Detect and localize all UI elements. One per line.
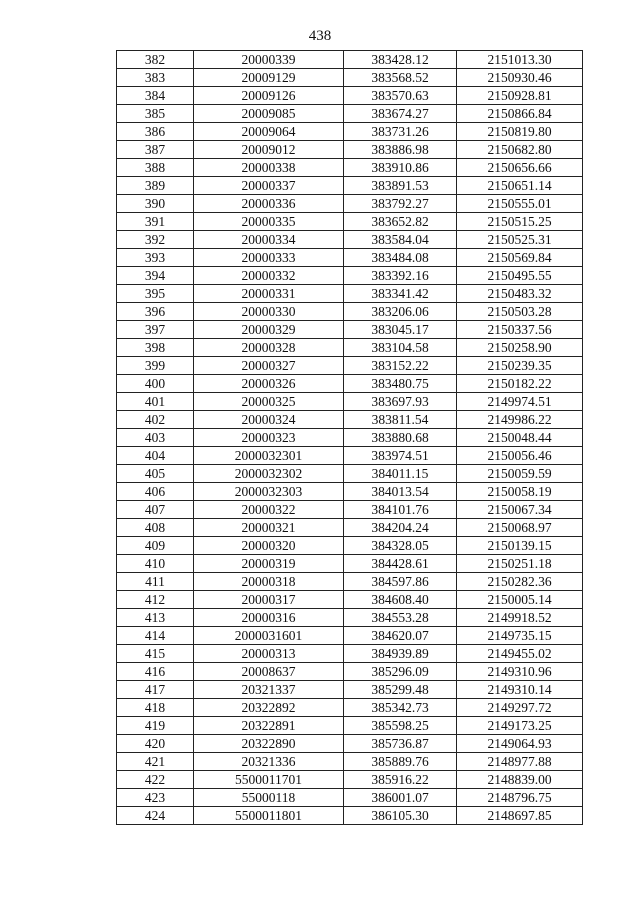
point-id-cell: 20009126 — [194, 87, 344, 105]
y-coordinate-cell: 2148796.75 — [457, 789, 583, 807]
x-coordinate-cell: 383974.51 — [344, 447, 457, 465]
y-coordinate-cell: 2149918.52 — [457, 609, 583, 627]
table-row — [117, 267, 583, 285]
x-coordinate-cell: 383341.42 — [344, 285, 457, 303]
row-number-cell: 385 — [117, 105, 194, 123]
table-row — [117, 735, 583, 753]
y-coordinate-cell: 2149173.25 — [457, 717, 583, 735]
x-coordinate-cell: 383652.82 — [344, 213, 457, 231]
table-row — [117, 231, 583, 249]
x-coordinate-cell: 383792.27 — [344, 195, 457, 213]
point-id-cell: 20000321 — [194, 519, 344, 537]
table-row — [117, 303, 583, 321]
y-coordinate-cell: 2150682.80 — [457, 141, 583, 159]
coordinates-table-body — [117, 51, 583, 825]
row-number-cell: 387 — [117, 141, 194, 159]
y-coordinate-cell: 2150930.46 — [457, 69, 583, 87]
x-coordinate-cell: 383206.06 — [344, 303, 457, 321]
table-row — [117, 213, 583, 231]
y-coordinate-cell: 2149310.96 — [457, 663, 583, 681]
table-row — [117, 69, 583, 87]
x-coordinate-cell: 383584.04 — [344, 231, 457, 249]
row-number-cell: 382 — [117, 51, 194, 69]
x-coordinate-cell: 383104.58 — [344, 339, 457, 357]
x-coordinate-cell: 384101.76 — [344, 501, 457, 519]
y-coordinate-cell: 2150928.81 — [457, 87, 583, 105]
y-coordinate-cell: 2149986.22 — [457, 411, 583, 429]
row-number-cell: 419 — [117, 717, 194, 735]
y-coordinate-cell: 2150866.84 — [457, 105, 583, 123]
table-row — [117, 105, 583, 123]
x-coordinate-cell: 383880.68 — [344, 429, 457, 447]
point-id-cell: 20009064 — [194, 123, 344, 141]
x-coordinate-cell: 383392.16 — [344, 267, 457, 285]
row-number-cell: 411 — [117, 573, 194, 591]
row-number-cell: 412 — [117, 591, 194, 609]
table-row — [117, 483, 583, 501]
row-number-cell: 406 — [117, 483, 194, 501]
row-number-cell: 420 — [117, 735, 194, 753]
row-number-cell: 409 — [117, 537, 194, 555]
table-row — [117, 393, 583, 411]
point-id-cell: 20009012 — [194, 141, 344, 159]
point-id-cell: 20000338 — [194, 159, 344, 177]
table-row — [117, 573, 583, 591]
x-coordinate-cell: 383811.54 — [344, 411, 457, 429]
table-row — [117, 249, 583, 267]
point-id-cell: 20000323 — [194, 429, 344, 447]
x-coordinate-cell: 383152.22 — [344, 357, 457, 375]
row-number-cell: 384 — [117, 87, 194, 105]
point-id-cell: 20000325 — [194, 393, 344, 411]
x-coordinate-cell: 383480.75 — [344, 375, 457, 393]
y-coordinate-cell: 2150251.18 — [457, 555, 583, 573]
row-number-cell: 414 — [117, 627, 194, 645]
point-id-cell: 20008637 — [194, 663, 344, 681]
point-id-cell: 20000333 — [194, 249, 344, 267]
row-number-cell: 392 — [117, 231, 194, 249]
table-row — [117, 537, 583, 555]
y-coordinate-cell: 2148697.85 — [457, 807, 583, 825]
x-coordinate-cell: 385296.09 — [344, 663, 457, 681]
point-id-cell: 20000320 — [194, 537, 344, 555]
row-number-cell: 423 — [117, 789, 194, 807]
table-row — [117, 681, 583, 699]
y-coordinate-cell: 2150058.19 — [457, 483, 583, 501]
point-id-cell: 2000032301 — [194, 447, 344, 465]
point-id-cell: 20322892 — [194, 699, 344, 717]
y-coordinate-cell: 2150515.25 — [457, 213, 583, 231]
point-id-cell: 20000336 — [194, 195, 344, 213]
point-id-cell: 20000331 — [194, 285, 344, 303]
row-number-cell: 393 — [117, 249, 194, 267]
table-row — [117, 519, 583, 537]
row-number-cell: 401 — [117, 393, 194, 411]
point-id-cell: 20000322 — [194, 501, 344, 519]
y-coordinate-cell: 2150048.44 — [457, 429, 583, 447]
coordinates-table-container — [116, 50, 582, 825]
y-coordinate-cell: 2150569.84 — [457, 249, 583, 267]
point-id-cell: 20000339 — [194, 51, 344, 69]
point-id-cell: 20000326 — [194, 375, 344, 393]
x-coordinate-cell: 384939.89 — [344, 645, 457, 663]
x-coordinate-cell: 383674.27 — [344, 105, 457, 123]
row-number-cell: 410 — [117, 555, 194, 573]
point-id-cell: 20000324 — [194, 411, 344, 429]
y-coordinate-cell: 2150337.56 — [457, 321, 583, 339]
row-number-cell: 397 — [117, 321, 194, 339]
table-row — [117, 87, 583, 105]
y-coordinate-cell: 2150067.34 — [457, 501, 583, 519]
table-row — [117, 429, 583, 447]
y-coordinate-cell: 2150555.01 — [457, 195, 583, 213]
row-number-cell: 415 — [117, 645, 194, 663]
table-row — [117, 177, 583, 195]
table-row — [117, 501, 583, 519]
x-coordinate-cell: 385299.48 — [344, 681, 457, 699]
x-coordinate-cell: 384608.40 — [344, 591, 457, 609]
x-coordinate-cell: 384597.86 — [344, 573, 457, 591]
row-number-cell: 386 — [117, 123, 194, 141]
row-number-cell: 403 — [117, 429, 194, 447]
x-coordinate-cell: 384013.54 — [344, 483, 457, 501]
x-coordinate-cell: 383886.98 — [344, 141, 457, 159]
row-number-cell: 404 — [117, 447, 194, 465]
table-row — [117, 141, 583, 159]
point-id-cell: 20009129 — [194, 69, 344, 87]
row-number-cell: 389 — [117, 177, 194, 195]
y-coordinate-cell: 2149455.02 — [457, 645, 583, 663]
row-number-cell: 398 — [117, 339, 194, 357]
x-coordinate-cell: 383731.26 — [344, 123, 457, 141]
x-coordinate-cell: 383570.63 — [344, 87, 457, 105]
table-row — [117, 591, 583, 609]
point-id-cell: 20000319 — [194, 555, 344, 573]
y-coordinate-cell: 2150239.35 — [457, 357, 583, 375]
y-coordinate-cell: 2148977.88 — [457, 753, 583, 771]
x-coordinate-cell: 384328.05 — [344, 537, 457, 555]
y-coordinate-cell: 2150651.14 — [457, 177, 583, 195]
table-row — [117, 447, 583, 465]
table-row — [117, 159, 583, 177]
x-coordinate-cell: 383910.86 — [344, 159, 457, 177]
y-coordinate-cell: 2150258.90 — [457, 339, 583, 357]
y-coordinate-cell: 2149297.72 — [457, 699, 583, 717]
x-coordinate-cell: 383891.53 — [344, 177, 457, 195]
table-row — [117, 609, 583, 627]
table-row — [117, 555, 583, 573]
row-number-cell: 405 — [117, 465, 194, 483]
row-number-cell: 402 — [117, 411, 194, 429]
point-id-cell: 20000335 — [194, 213, 344, 231]
y-coordinate-cell: 2150495.55 — [457, 267, 583, 285]
row-number-cell: 416 — [117, 663, 194, 681]
row-number-cell: 407 — [117, 501, 194, 519]
table-row — [117, 375, 583, 393]
x-coordinate-cell: 384428.61 — [344, 555, 457, 573]
point-id-cell: 20000328 — [194, 339, 344, 357]
row-number-cell: 383 — [117, 69, 194, 87]
x-coordinate-cell: 384204.24 — [344, 519, 457, 537]
y-coordinate-cell: 2150005.14 — [457, 591, 583, 609]
table-row — [117, 789, 583, 807]
x-coordinate-cell: 386001.07 — [344, 789, 457, 807]
table-row — [117, 753, 583, 771]
row-number-cell: 400 — [117, 375, 194, 393]
table-row — [117, 627, 583, 645]
row-number-cell: 422 — [117, 771, 194, 789]
point-id-cell: 2000031601 — [194, 627, 344, 645]
point-id-cell: 20321337 — [194, 681, 344, 699]
row-number-cell: 394 — [117, 267, 194, 285]
y-coordinate-cell: 2148839.00 — [457, 771, 583, 789]
table-row — [117, 123, 583, 141]
table-row — [117, 699, 583, 717]
table-row — [117, 339, 583, 357]
table-row — [117, 465, 583, 483]
y-coordinate-cell: 2150282.36 — [457, 573, 583, 591]
point-id-cell: 5500011701 — [194, 771, 344, 789]
x-coordinate-cell: 384011.15 — [344, 465, 457, 483]
table-row — [117, 411, 583, 429]
y-coordinate-cell: 2149974.51 — [457, 393, 583, 411]
row-number-cell: 421 — [117, 753, 194, 771]
point-id-cell: 20000327 — [194, 357, 344, 375]
point-id-cell: 20322891 — [194, 717, 344, 735]
point-id-cell: 2000032303 — [194, 483, 344, 501]
table-row — [117, 663, 583, 681]
point-id-cell: 20000330 — [194, 303, 344, 321]
row-number-cell: 408 — [117, 519, 194, 537]
y-coordinate-cell: 2150139.15 — [457, 537, 583, 555]
y-coordinate-cell: 2149735.15 — [457, 627, 583, 645]
x-coordinate-cell: 386105.30 — [344, 807, 457, 825]
x-coordinate-cell: 384553.28 — [344, 609, 457, 627]
row-number-cell: 417 — [117, 681, 194, 699]
row-number-cell: 418 — [117, 699, 194, 717]
row-number-cell: 424 — [117, 807, 194, 825]
page-number: 438 — [308, 28, 332, 44]
row-number-cell: 390 — [117, 195, 194, 213]
coordinates-table — [116, 50, 583, 825]
point-id-cell: 20000337 — [194, 177, 344, 195]
x-coordinate-cell: 385916.22 — [344, 771, 457, 789]
y-coordinate-cell: 2150503.28 — [457, 303, 583, 321]
table-row — [117, 321, 583, 339]
x-coordinate-cell: 383568.52 — [344, 69, 457, 87]
table-row — [117, 285, 583, 303]
x-coordinate-cell: 383484.08 — [344, 249, 457, 267]
y-coordinate-cell: 2150182.22 — [457, 375, 583, 393]
table-row — [117, 771, 583, 789]
y-coordinate-cell: 2150656.66 — [457, 159, 583, 177]
point-id-cell: 55000118 — [194, 789, 344, 807]
y-coordinate-cell: 2150525.31 — [457, 231, 583, 249]
x-coordinate-cell: 383428.12 — [344, 51, 457, 69]
table-row — [117, 717, 583, 735]
y-coordinate-cell: 2149064.93 — [457, 735, 583, 753]
x-coordinate-cell: 383697.93 — [344, 393, 457, 411]
point-id-cell: 5500011801 — [194, 807, 344, 825]
y-coordinate-cell: 2149310.14 — [457, 681, 583, 699]
table-row — [117, 807, 583, 825]
point-id-cell: 20000329 — [194, 321, 344, 339]
x-coordinate-cell: 385736.87 — [344, 735, 457, 753]
point-id-cell: 2000032302 — [194, 465, 344, 483]
row-number-cell: 413 — [117, 609, 194, 627]
y-coordinate-cell: 2150059.59 — [457, 465, 583, 483]
point-id-cell: 20000318 — [194, 573, 344, 591]
y-coordinate-cell: 2151013.30 — [457, 51, 583, 69]
table-row — [117, 645, 583, 663]
point-id-cell: 20000317 — [194, 591, 344, 609]
row-number-cell: 396 — [117, 303, 194, 321]
row-number-cell: 391 — [117, 213, 194, 231]
point-id-cell: 20321336 — [194, 753, 344, 771]
y-coordinate-cell: 2150056.46 — [457, 447, 583, 465]
table-row — [117, 195, 583, 213]
y-coordinate-cell: 2150819.80 — [457, 123, 583, 141]
row-number-cell: 388 — [117, 159, 194, 177]
x-coordinate-cell: 385598.25 — [344, 717, 457, 735]
point-id-cell: 20000332 — [194, 267, 344, 285]
point-id-cell: 20000316 — [194, 609, 344, 627]
y-coordinate-cell: 2150483.32 — [457, 285, 583, 303]
y-coordinate-cell: 2150068.97 — [457, 519, 583, 537]
x-coordinate-cell: 385889.76 — [344, 753, 457, 771]
row-number-cell: 399 — [117, 357, 194, 375]
point-id-cell: 20322890 — [194, 735, 344, 753]
x-coordinate-cell: 385342.73 — [344, 699, 457, 717]
point-id-cell: 20009085 — [194, 105, 344, 123]
row-number-cell: 395 — [117, 285, 194, 303]
point-id-cell: 20000334 — [194, 231, 344, 249]
table-row — [117, 51, 583, 69]
x-coordinate-cell: 384620.07 — [344, 627, 457, 645]
x-coordinate-cell: 383045.17 — [344, 321, 457, 339]
point-id-cell: 20000313 — [194, 645, 344, 663]
table-row — [117, 357, 583, 375]
